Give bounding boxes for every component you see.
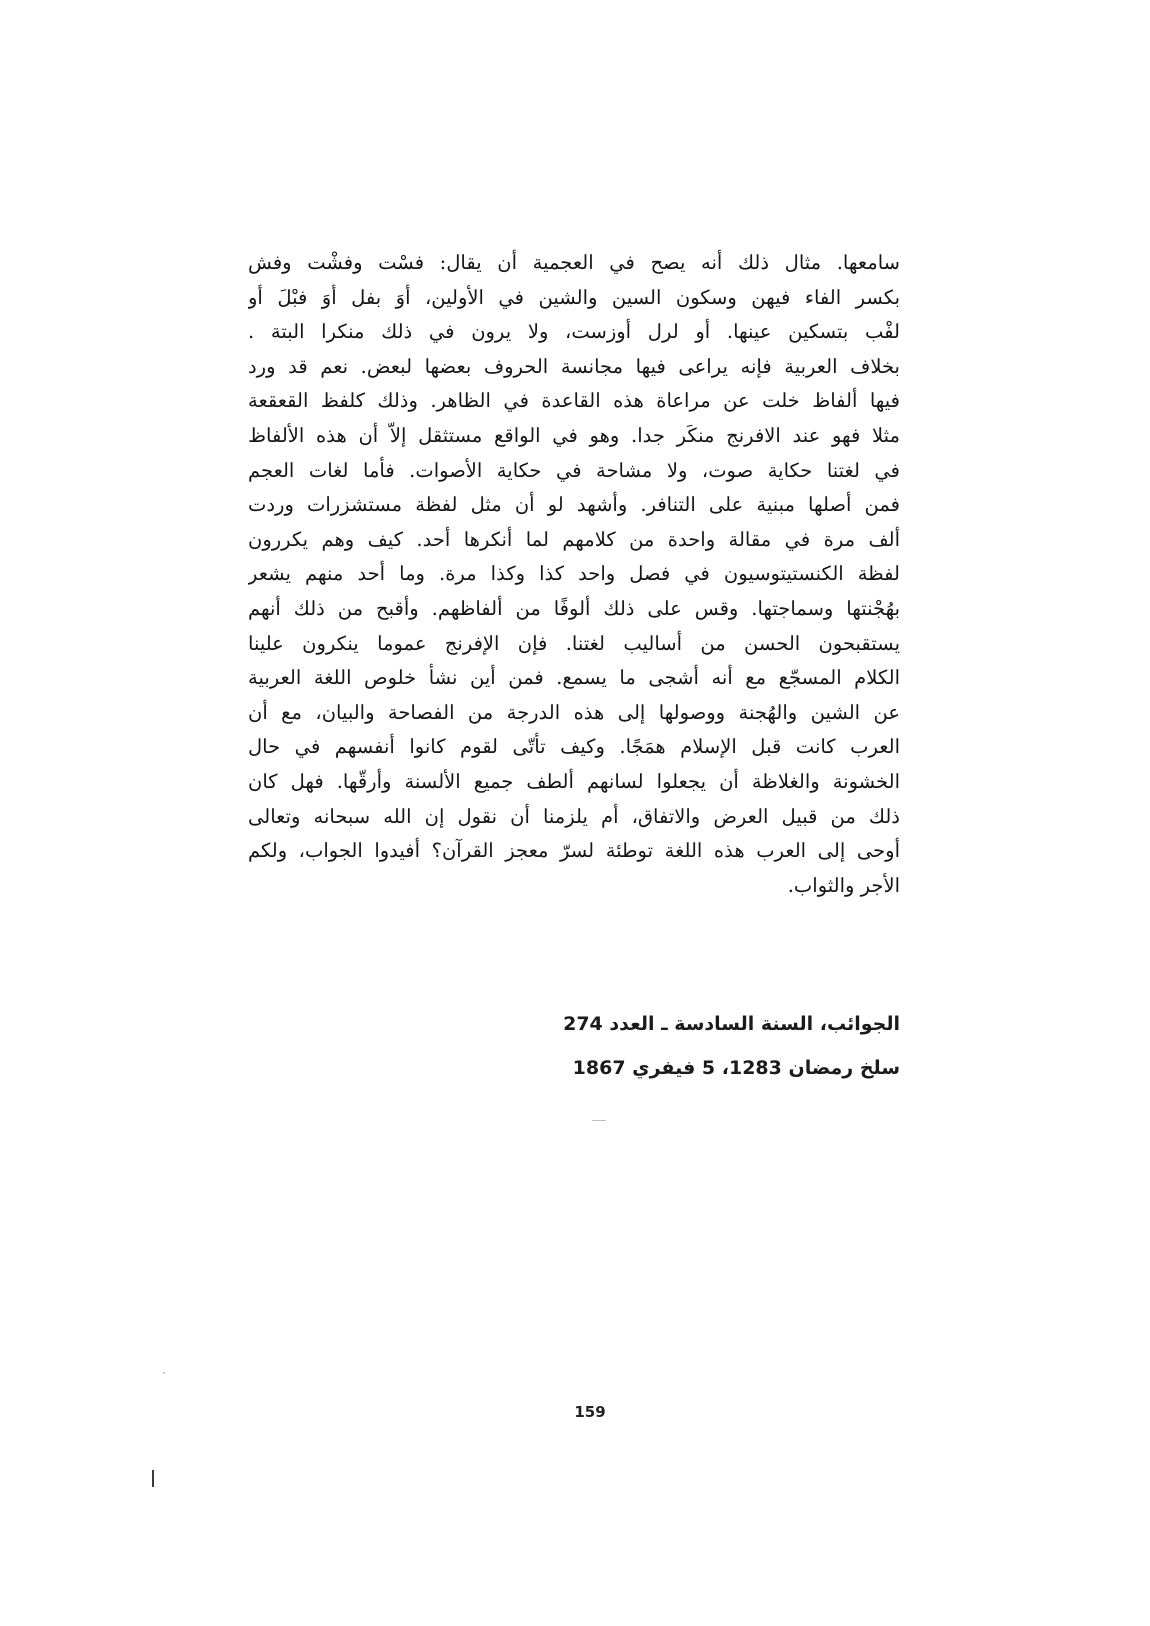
body-line: لفظة الكنستيتوسيون في فصل واحد كذا وكذا مرة. وما أحد منهم يشعر [248,562,900,586]
body-line: فيها ألفاظ خلت عن مراعاة هذه القاعدة في الظاهر. وذلك كلفظ القعقعة [248,389,900,413]
source-date: سلخ رمضان 1283، 5 فيفري 1867 [572,1057,900,1079]
body-line: لفْب بتسكين عينها. أو لرل أوزست، ولا يرون في ذلك منكرا البتة . [248,320,900,344]
source-citation [563,1002,900,1090]
body-line: عن الشين والهُجنة ووصولها إلى هذه الدرجة من الفصاحة والبيان، مع أن [248,700,900,724]
body-line: بكسر الفاء فيهن وسكون السين والشين في الأولين، أوَ بفل أوَ فبْلَ أو [248,285,900,309]
body-line: يستقبحون الحسن من أساليب لغتنا. فإن الإفرنج عموما ينكرون علينا [248,631,900,655]
body-line-final: الأجر والثواب. [787,873,900,897]
article-body [248,246,900,903]
body-line: الكلام المسجّع مع أنه أشجى ما يسمع. فمن أين نشأ خلوص اللغة العربية [248,666,900,690]
body-line: سامعها. مثال ذلك أنه يصح في العجمية أن يقال: فسْت وفشْت وفش [248,251,900,274]
divider [592,1120,606,1121]
scan-edge-mark [152,1470,154,1487]
page-number: 159 [574,1403,606,1421]
source-publication: الجوائب، السنة السادسة ـ العدد 274 [563,1013,900,1035]
body-line: في لغتنا حكاية صوت، ولا مشاحة في حكاية الأصوات. فأما لغات العجم [248,458,900,482]
body-line: ألف مرة في مقالة واحدة من كلامهم لما أنكرها أحد. كيف وهم يكررون [248,527,900,551]
body-line: ذلك من قبيل العرض والاتفاق، أم يلزمنا أن نقول إن الله سبحانه وتعالى [248,804,900,828]
body-line: العرب كانت قبل الإسلام همَجًا. وكيف تأتّى لقوم كانوا أنفسهم في حال [248,735,900,759]
body-line: الخشونة والغلاظة أن يجعلوا لسانهم ألطف جميع الألسنة وأرقّها. فهل كان [248,769,900,793]
body-line: بخلاف العربية فإنه يراعى فيها مجانسة الحروف بعضها لبعض. نعم قد ورد [248,354,900,378]
body-line: فمن أصلها مبنية على التنافر. وأشهد لو أن مثل لفظة مستشزرات وردت [248,493,900,517]
body-line: أوحى إلى العرب هذه اللغة توطئة لسرّ معجز القرآن؟ أفيدوا الجواب، ولكم [248,839,900,863]
body-line: مثلا فهو عند الافرنج منكَر جدا. وهو في الواقع مستثقل إلاّ أن هذه الألفاظ [248,423,900,447]
scan-speck [163,1372,165,1374]
body-line: بهُجْنتها وسماجتها. وقس على ذلك ألوفًا من ألفاظهم. وأقبح من ذلك أنهم [248,596,900,620]
